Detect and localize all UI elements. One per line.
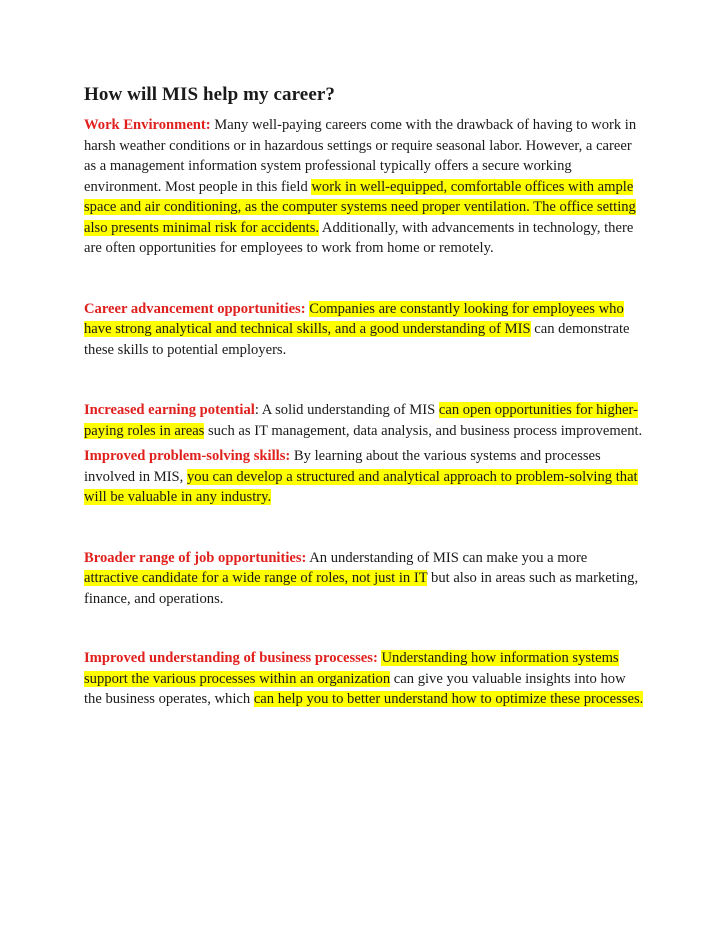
- section-text: can demonstrate these skills to potential employers.: [84, 321, 630, 358]
- highlighted-text: can help you to better understand how to optimize these processes.: [253, 691, 644, 707]
- highlighted-text: Understanding how information systems support the various processes within an organization: [84, 650, 619, 687]
- section-heading: Increased earning potential: [84, 402, 255, 418]
- section-problem-solving: [84, 446, 644, 508]
- document-page: [84, 84, 644, 710]
- highlighted-text: work in well-equipped, comfortable offices with ample space and air conditioning, as the computer systems need proper ventilation. The office setting also presents minimal risk for accidents.: [84, 178, 636, 236]
- section-text: Additionally, with advancements in technology, there are often opportunities for employees to work from home or remotely.: [84, 219, 634, 256]
- section-earning-potential: [84, 400, 644, 441]
- section-job-opportunities: [84, 548, 644, 610]
- section-work-environment: [84, 115, 644, 259]
- section-text: such as IT management, data analysis, and business process improvement.: [204, 422, 643, 439]
- section-heading: Improved problem-solving skills:: [84, 448, 291, 464]
- highlighted-text: can open opportunities for higher-paying roles in areas: [84, 402, 638, 439]
- section-career-advancement: [84, 299, 644, 361]
- section-text: can give you valuable insights into how the business operates, which: [84, 670, 626, 707]
- section-text: By learning about the various systems and processes involved in MIS,: [84, 448, 601, 485]
- section-heading: Broader range of job opportunities:: [84, 549, 307, 566]
- section-text: Many well-paying careers come with the drawback of having to work in harsh weather conditions or in hazardous settings or require seasonal labor. However, a career as a management information system professional typically offers a secure working environment. Most people in this field: [84, 117, 637, 195]
- section-text: : A solid understanding of MIS: [254, 402, 439, 418]
- section-business-processes: [84, 648, 644, 710]
- highlighted-text: Companies are constantly looking for employees who have strong analytical and technical skills, and a good understanding of MIS: [84, 300, 624, 337]
- section-heading: Improved understanding of business processes:: [84, 650, 378, 666]
- section-text: but also in areas such as marketing, finance, and operations.: [84, 570, 639, 607]
- highlighted-text: attractive candidate for a wide range of roles, not just in IT: [84, 570, 428, 586]
- section-heading: Career advancement opportunities:: [84, 300, 306, 317]
- section-text: An understanding of MIS can make you a more: [306, 549, 588, 566]
- highlighted-text: you can develop a structured and analytical approach to problem-solving that will be valuable in any industry.: [84, 468, 638, 505]
- page-title: How will MIS help my career?: [84, 84, 335, 105]
- section-heading: Work Environment:: [84, 117, 211, 133]
